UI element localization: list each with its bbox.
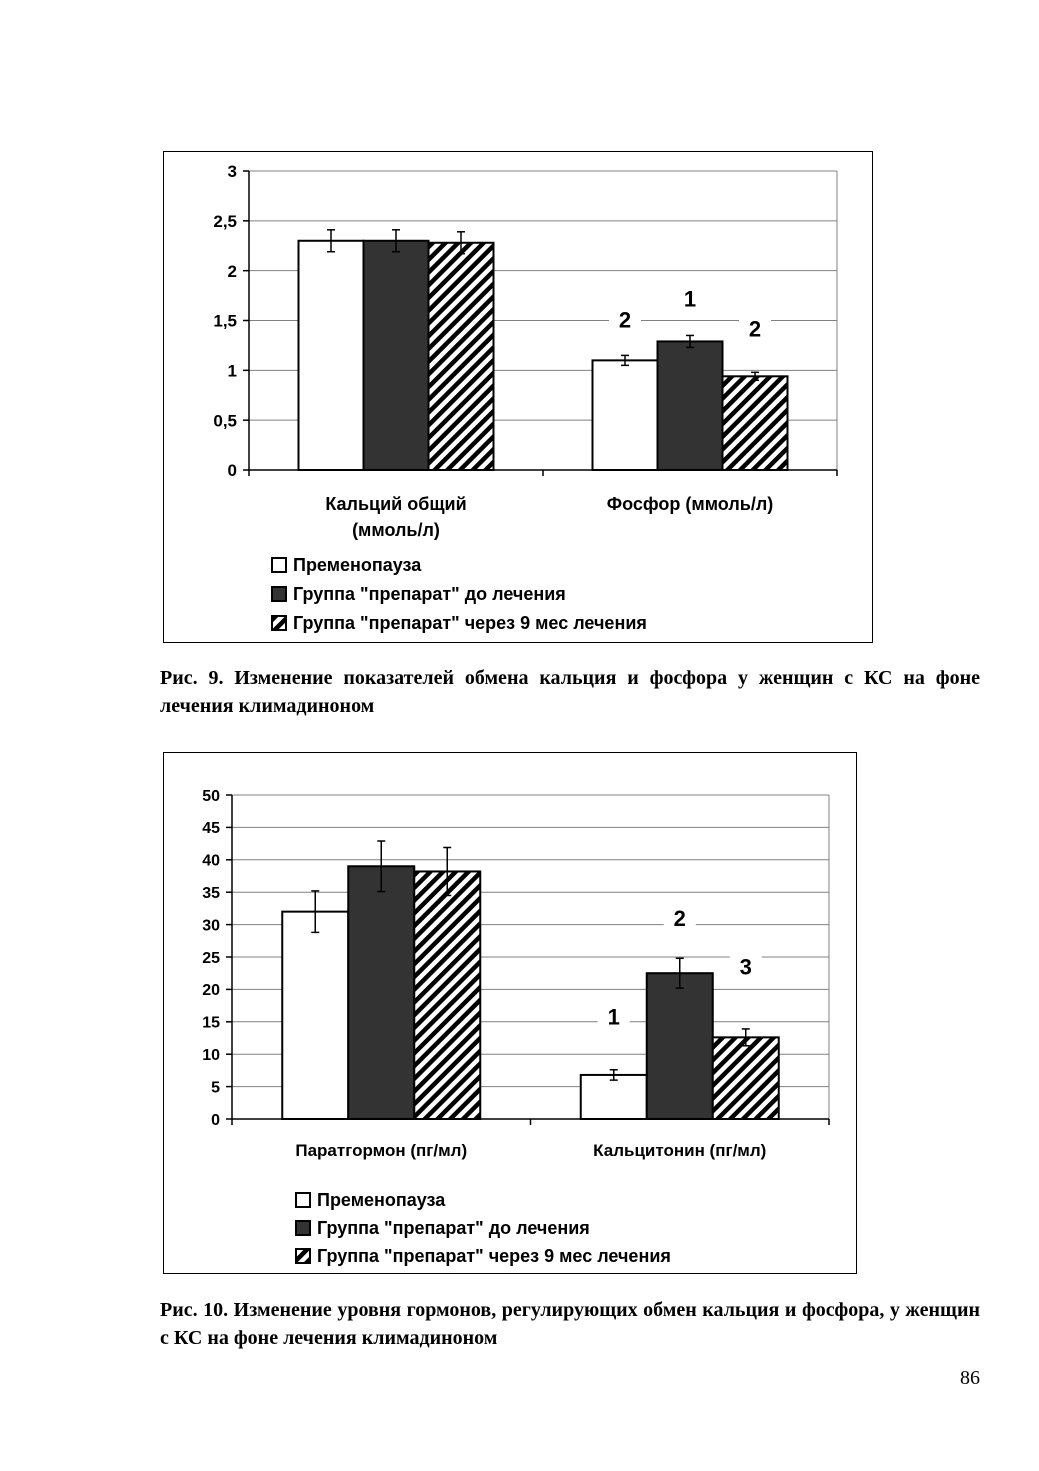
chart-figure-9 xyxy=(163,151,873,643)
chart9-annotation: 2 xyxy=(618,307,632,333)
chart10-y-tick-label: 20 xyxy=(202,982,220,1000)
chart10-y-tick-label: 50 xyxy=(202,787,220,805)
chart10-y-tick-label: 0 xyxy=(211,1111,220,1129)
chart10-legend-label: Группа "препарат" через 9 мес лечения xyxy=(317,1246,671,1266)
chart9-annotation: 2 xyxy=(748,316,762,342)
chart9-y-tick-label: 2,5 xyxy=(213,211,237,231)
chart9-bar xyxy=(364,241,429,470)
caption-figure-9: Рис. 9. Изменение показателей обмена кальция и фосфора у женщин с КС на фоне лечения климадиноном xyxy=(160,667,980,717)
chart10-y-tick-label: 30 xyxy=(202,917,220,935)
chart10-y-tick-label: 15 xyxy=(202,1014,220,1032)
chart10-bar xyxy=(581,1075,647,1119)
chart10-y-tick-label: 5 xyxy=(211,1079,220,1097)
chart9-category-label: Фосфор (ммоль/л) xyxy=(606,494,774,514)
chart9-annotation: 1 xyxy=(683,286,697,312)
chart9-category-label: Кальций общий xyxy=(325,494,467,514)
chart9-y-tick-label: 3 xyxy=(227,162,237,182)
chart9-y-tick-label: 0 xyxy=(227,461,237,481)
chart-10-svg xyxy=(164,753,856,1273)
chart10-bar xyxy=(348,866,414,1119)
chart9-y-tick-label: 1 xyxy=(227,361,237,381)
chart10-annotation: 2 xyxy=(673,906,686,932)
chart10-legend-label: Пременопауза xyxy=(317,1190,446,1210)
chart10-y-tick-label: 10 xyxy=(202,1046,220,1064)
chart10-bar xyxy=(713,1037,779,1119)
chart10-bar xyxy=(647,973,713,1119)
chart9-bar xyxy=(299,241,364,470)
chart10-category-label: Кальцитонин (пг/мл) xyxy=(593,1141,767,1160)
chart9-legend-label: Группа "препарат" через 9 мес лечения xyxy=(293,613,647,633)
chart9-bar xyxy=(593,360,658,470)
chart10-y-tick-label: 45 xyxy=(202,820,220,838)
chart-figure-10 xyxy=(163,752,857,1274)
chart9-y-tick-label: 0,5 xyxy=(213,411,237,431)
chart9-bar xyxy=(658,341,723,470)
chart10-y-tick-label: 35 xyxy=(202,884,220,902)
chart9-legend-swatch xyxy=(272,558,286,572)
chart9-bar xyxy=(723,376,788,470)
chart10-bar xyxy=(414,871,480,1119)
chart10-bar xyxy=(282,912,348,1119)
chart10-annotation: 3 xyxy=(739,954,752,980)
chart10-y-tick-label: 40 xyxy=(202,852,220,870)
chart-9-svg xyxy=(164,152,872,642)
chart10-legend-swatch xyxy=(296,1249,310,1263)
chart9-bar xyxy=(429,243,494,470)
chart9-category-label: (ммоль/л) xyxy=(352,520,440,540)
chart9-legend-swatch xyxy=(272,587,286,601)
caption-figure-10: Рис. 10. Изменение уровня гормонов, регулирующих обмен кальция и фосфора, у женщин с КС на фоне лечения климадиноном xyxy=(160,1299,980,1349)
chart10-y-tick-label: 25 xyxy=(202,949,220,967)
chart10-annotation: 1 xyxy=(607,1004,620,1030)
chart9-legend-label: Пременопауза xyxy=(293,555,422,575)
chart9-y-tick-label: 2 xyxy=(227,261,237,281)
chart10-legend-swatch xyxy=(296,1221,310,1235)
chart10-legend-label: Группа "препарат" до лечения xyxy=(317,1218,590,1238)
chart10-category-label: Паратгормон (пг/мл) xyxy=(295,1141,468,1160)
chart10-legend-swatch xyxy=(296,1193,310,1207)
chart9-legend-label: Группа "препарат" до лечения xyxy=(293,584,566,604)
chart9-legend-swatch xyxy=(272,616,286,630)
chart9-y-tick-label: 1,5 xyxy=(213,311,237,331)
page-number: 86 xyxy=(960,1367,980,1389)
